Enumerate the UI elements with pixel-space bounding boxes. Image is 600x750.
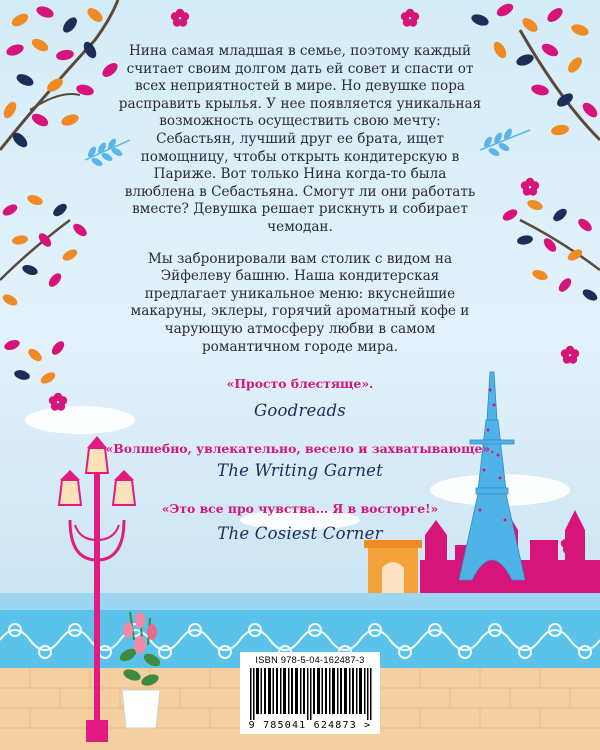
arc-de-triomphe-icon <box>364 540 422 593</box>
review-quote: «Просто блестяще». <box>226 376 374 391</box>
barcode-bars <box>250 668 374 720</box>
barcode <box>240 652 380 734</box>
leaf-branch-icon <box>0 193 89 308</box>
description-paragraph: Мы забронировали вам столик с видом на Эйфелеву башню. Наша кондитерская предлагает уникальное меню: вкуснейшие макаруны, эклеры, горячий ароматный кофе и чарующую атмосферу любви в самом романтичном городе мира. <box>130 250 470 355</box>
book-description <box>118 43 482 356</box>
description-paragraph: Нина самая младшая в семье, поэтому каждый считает своим долгом дать ей совет и спасти от всех неприятностей в мире. Но девушке пора расправить крылья. У нее появляется уникальная возможность осуществить свою мечту: Себастьян, лучший друг ее брата, ищет помощницу, чтобы открыть кондитерскую в Париже. Вот только Нина когда-то была влюблена в Себастьяна. Смогут ли они работать вместе? Девушка решает рискнуть и собирает чемодан. <box>118 43 482 235</box>
review-quote: «Это все про чувства… Я в восторге!» <box>161 501 439 516</box>
leaf-branch-icon <box>470 1 600 140</box>
review-source: Goodreads <box>254 401 346 420</box>
review-source: The Cosiest Corner <box>217 524 383 543</box>
review-source: The Writing Garnet <box>217 461 383 480</box>
leaf-branch-icon <box>501 198 600 303</box>
leaf-branch-icon <box>3 338 67 386</box>
review-quote: «Волшебно, увлекательно, весело и захватывающе». <box>105 441 495 456</box>
barcode-digits: 9 785041 624873 > <box>248 720 372 731</box>
leaf-branch-icon <box>480 127 530 157</box>
leaf-branch-icon <box>0 0 120 150</box>
isbn-number: ISBN 978-5-04-162487-3 <box>255 655 365 665</box>
